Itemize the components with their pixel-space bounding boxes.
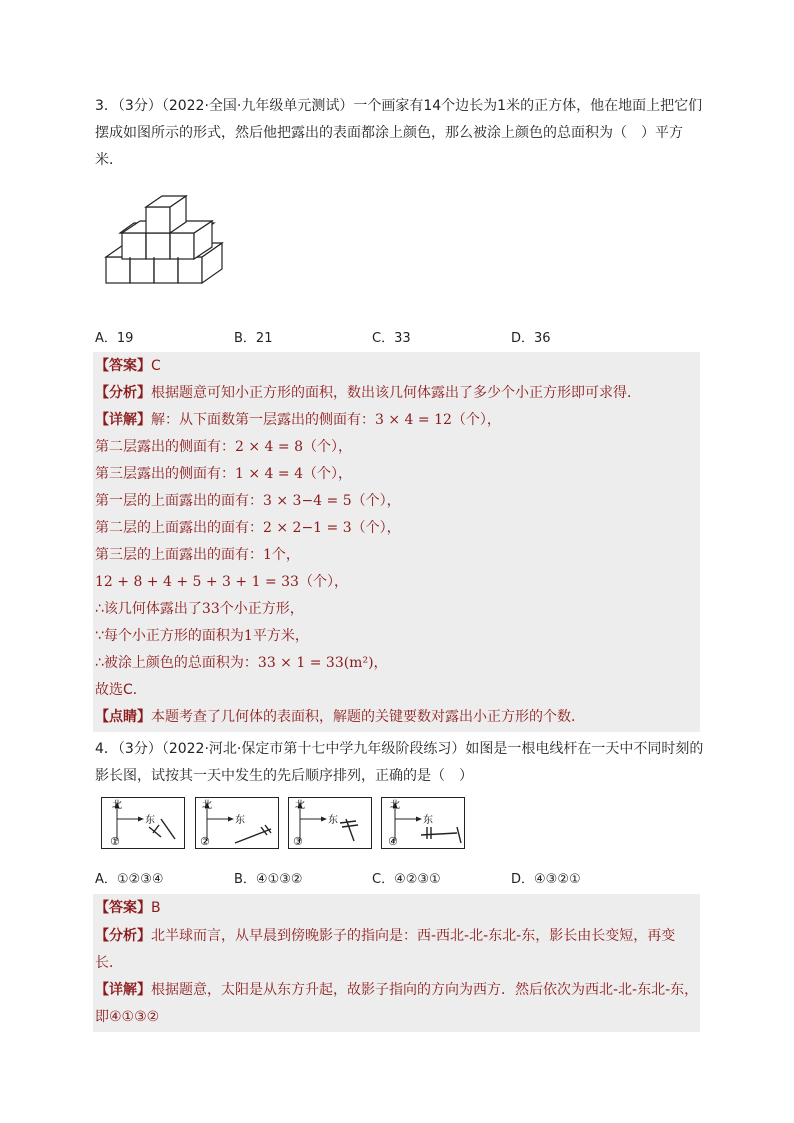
svg-text:③: ③ (293, 835, 303, 848)
q4-option-b: B．④①③② (234, 872, 303, 887)
svg-text:北: 北 (202, 800, 212, 811)
svg-text:东: 东 (235, 815, 245, 826)
detail-label: 【详解】 (95, 412, 151, 428)
q4-option-c: C．④②③① (372, 872, 441, 887)
question-4-text: 4．（3分）（2022·河北·保定市第十七中学九年级阶段练习）如图是一根电线杆在一天中不同时刻的影长图，试按其一天中发生的先后顺序排列，正确的是（ ） (95, 741, 704, 784)
q3-detail-7: ∴该几何体露出了33个小正方形， (95, 601, 304, 617)
svg-text:②: ② (200, 835, 210, 848)
q4-analysis: 【分析】北半球而言，从早晨到傍晚影子的指向是：西-西北-北-东北-东，影长由长变短，再变长． (95, 928, 676, 971)
shadow-panel-4 (381, 797, 465, 849)
svg-text:东: 东 (145, 815, 155, 826)
q3-detail-2: 第三层露出的侧面有：1 × 4 = 4（个）， (95, 466, 352, 482)
svg-text:北: 北 (112, 800, 122, 811)
q4-detail: 【详解】根据题意，太阳是从东方升起，故影子指向的方向为西方．然后依次为西北-北-东北-东，即④①③② (95, 982, 699, 1025)
q4-answer: 【答案】B (95, 900, 161, 916)
question-3-text: 3．（3分）（2022·全国·九年级单元测试）一个画家有14个边长为1米的正方体，他在地面上把它们摆成如图所示的形式，然后他把露出的表面都涂上颜色，那么被涂上颜色的总面积为（ ）平方米． (95, 98, 703, 168)
svg-text:①: ① (110, 835, 120, 848)
answer-value: C (151, 358, 161, 374)
q4-option-d: D．④③②① (511, 872, 581, 887)
q3-solution-panel (93, 352, 700, 732)
analysis-label: 【分析】 (95, 385, 151, 401)
q3-detail-4: 第二层的上面露出的面有：2 × 2−1 = 3（个）， (95, 520, 401, 536)
q3-detail-6: 12 + 8 + 4 + 5 + 3 + 1 = 33（个）， (95, 574, 348, 590)
q3-option-b: B．21 (234, 331, 273, 346)
analysis-text: 根据题意可知小正方形的面积，数出该几何体露出了多少个小正方形即可求得． (151, 385, 641, 401)
point-text: 本题考查了几何体的表面积，解题的关键要数对露出小正方形的个数． (151, 709, 585, 725)
q3-analysis (95, 383, 641, 403)
q3-point (95, 707, 585, 727)
svg-text:北: 北 (390, 800, 400, 811)
shadow-panel-1 (101, 797, 185, 849)
q3-option-a: A．19 (95, 331, 134, 346)
q3-option-d: D．36 (511, 331, 551, 346)
shadow-panel-3 (288, 797, 372, 849)
shadow-panel-2 (195, 797, 279, 849)
q3-detail-0: 【详解】解：从下面数第一层露出的侧面有：3 × 4 = 12（个）， (95, 412, 501, 428)
svg-text:④: ④ (388, 835, 398, 848)
answer-label: 【答案】 (95, 358, 151, 374)
q4-option-a: A．①②③④ (95, 872, 164, 887)
svg-text:东: 东 (423, 815, 433, 826)
q3-detail-5: 第三层的上面露出的面有：1个， (95, 547, 300, 563)
q3-answer (95, 356, 161, 376)
q3-detail-9: ∴被涂上颜色的总面积为：33 × 1 = 33(m²)， (95, 655, 388, 671)
q3-detail-3: 第一层的上面露出的面有：3 × 3−4 = 5（个）， (95, 493, 401, 509)
cube-stack-figure (100, 185, 230, 310)
q3-detail-8: ∵每个小正方形的面积为1平方米， (95, 628, 309, 644)
q3-option-c: C．33 (372, 331, 411, 346)
svg-text:东: 东 (328, 815, 338, 826)
q3-detail-10: 故选C． (95, 682, 147, 698)
q3-detail-1: 第二层露出的侧面有：2 × 4 = 8（个）， (95, 439, 352, 455)
svg-text:北: 北 (295, 800, 305, 811)
point-label: 【点睛】 (95, 709, 151, 725)
